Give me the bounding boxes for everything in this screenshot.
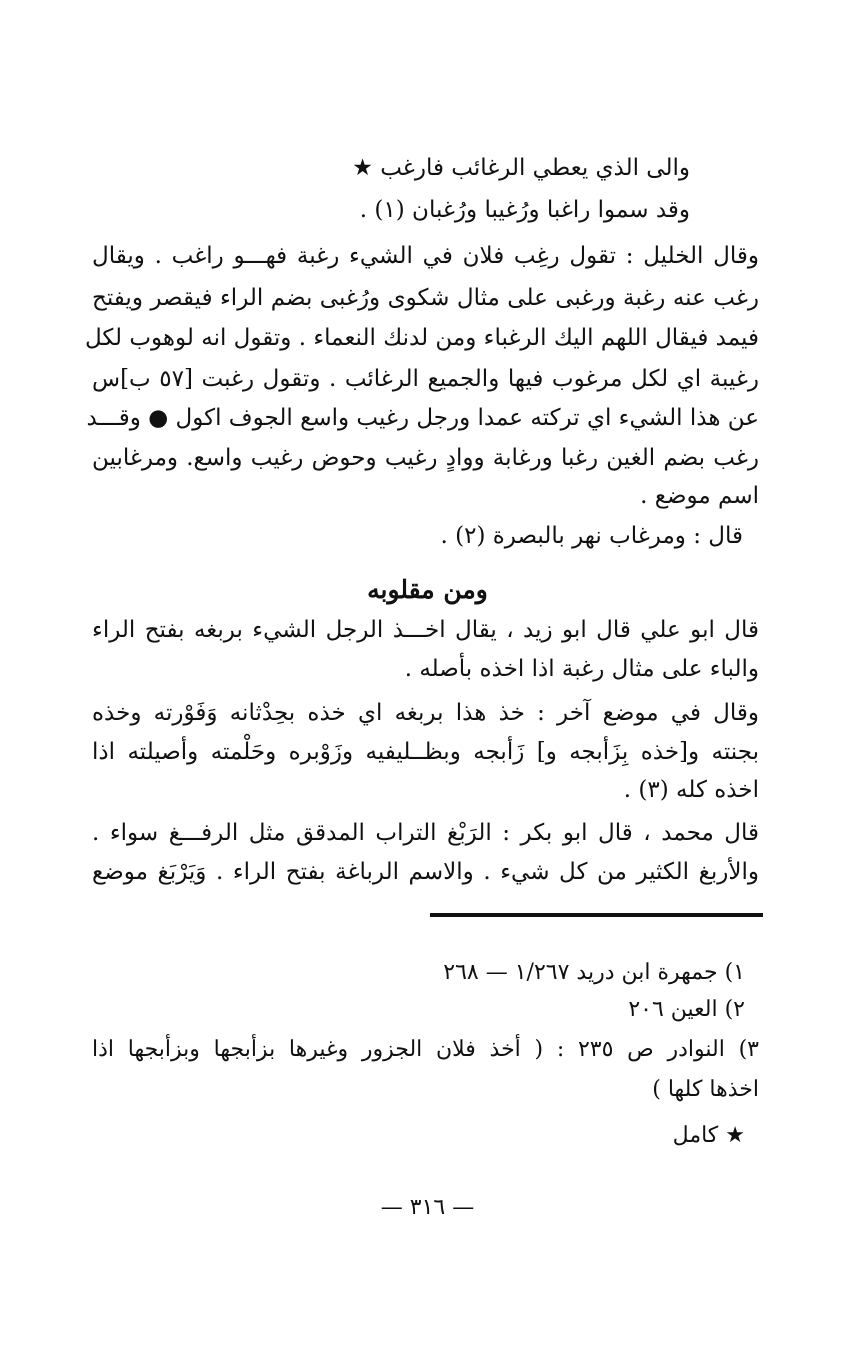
paragraph5-line-1: قال محمد ، قال ابو بكر : الرَبْغ التراب المدقق مثل الرفـــغ سواء . (92, 820, 759, 846)
paragraph1-line-7: اسم موضع . (640, 483, 759, 509)
footnote-1: ١) جمهرة ابن دريد ١/٢٦٧ — ٢٦٨ (443, 960, 745, 985)
paragraph1-line-2: رغب عنه رغبة ورغبى على مثال شكوى ورُغبى بضم الراء فيقصر ويفتح (92, 285, 759, 311)
footnote-3-continued: اخذها كلها ) (652, 1077, 759, 1102)
paragraph4-line-3: اخذه كله (٣) . (623, 777, 759, 803)
paragraph1-line-5: عن هذا الشيء اي تركته عمدا ورجل رغيب واسع الجوف اكول ● وقـــد (86, 405, 759, 431)
paragraph1-line-3: فيمد فيقال اللهم اليك الرغباء ومن لدنك النعماء . وتقول انه لوهوب لكل (84, 325, 759, 351)
paragraph5-line-2: والأربغ الكثير من كل شيء . والاسم الرباغة بفتح الراء . وَيَرْبَغ موضع (92, 859, 759, 885)
page-number: — ٣١٦ — (380, 1195, 475, 1220)
footnote-separator (430, 913, 763, 917)
footnote-meter-note: ★ كامل (672, 1123, 745, 1148)
paragraph1-line-1: وقال الخليل : تقول رغِب فلان في الشيء رغبة فهـــو راغب . ويقال (92, 243, 759, 269)
section-heading: ومن مقلوبه (367, 575, 488, 604)
footnote-2: ٢) العين ٢٠٦ (628, 997, 745, 1022)
paragraph4-line-1: وقال في موضع آخر : خذ هذا بربغه اي خذه بحِدْثانه وَفَوْرته وخذه (92, 700, 759, 726)
paragraph4-line-2: بجنته و[خذه بِزَأبجه و] زَأبجه وبظــليفيه وزَوْبره وحَلْمته وأصيلته اذا (92, 739, 759, 765)
verse-line-2: وقد سموا راغبا ورُغيبا ورُغبان (١) . (359, 197, 690, 223)
paragraph3-line-1: قال ابو علي قال ابو زيد ، يقال اخـــذ الرجل الشيء بربغه بفتح الراء (92, 617, 759, 643)
paragraph3-line-2: والباء على مثال رغبة اذا اخذه بأصله . (404, 656, 759, 682)
paragraph1-line-6: رغب بضم الغين رغبا ورغابة ووادٍ رغيب وحوض رغيب واسع. ومرغابين (92, 445, 759, 471)
footnote-3: ٣) النوادر ص ٢٣٥ : ( أخذ فلان الجزور وغيرها بزأبجها وبزأبجها اذا (92, 1037, 759, 1062)
paragraph1-line-4: رغيبة اي لكل مرغوب فيها والجميع الرغائب . وتقول رغبت [٥٧ ب]س (92, 366, 759, 392)
paragraph2: قال : ومرغاب نهر بالبصرة (٢) . (440, 523, 743, 549)
verse-line-1: والى الذي يعطي الرغائب فارغب ★ (352, 155, 690, 181)
